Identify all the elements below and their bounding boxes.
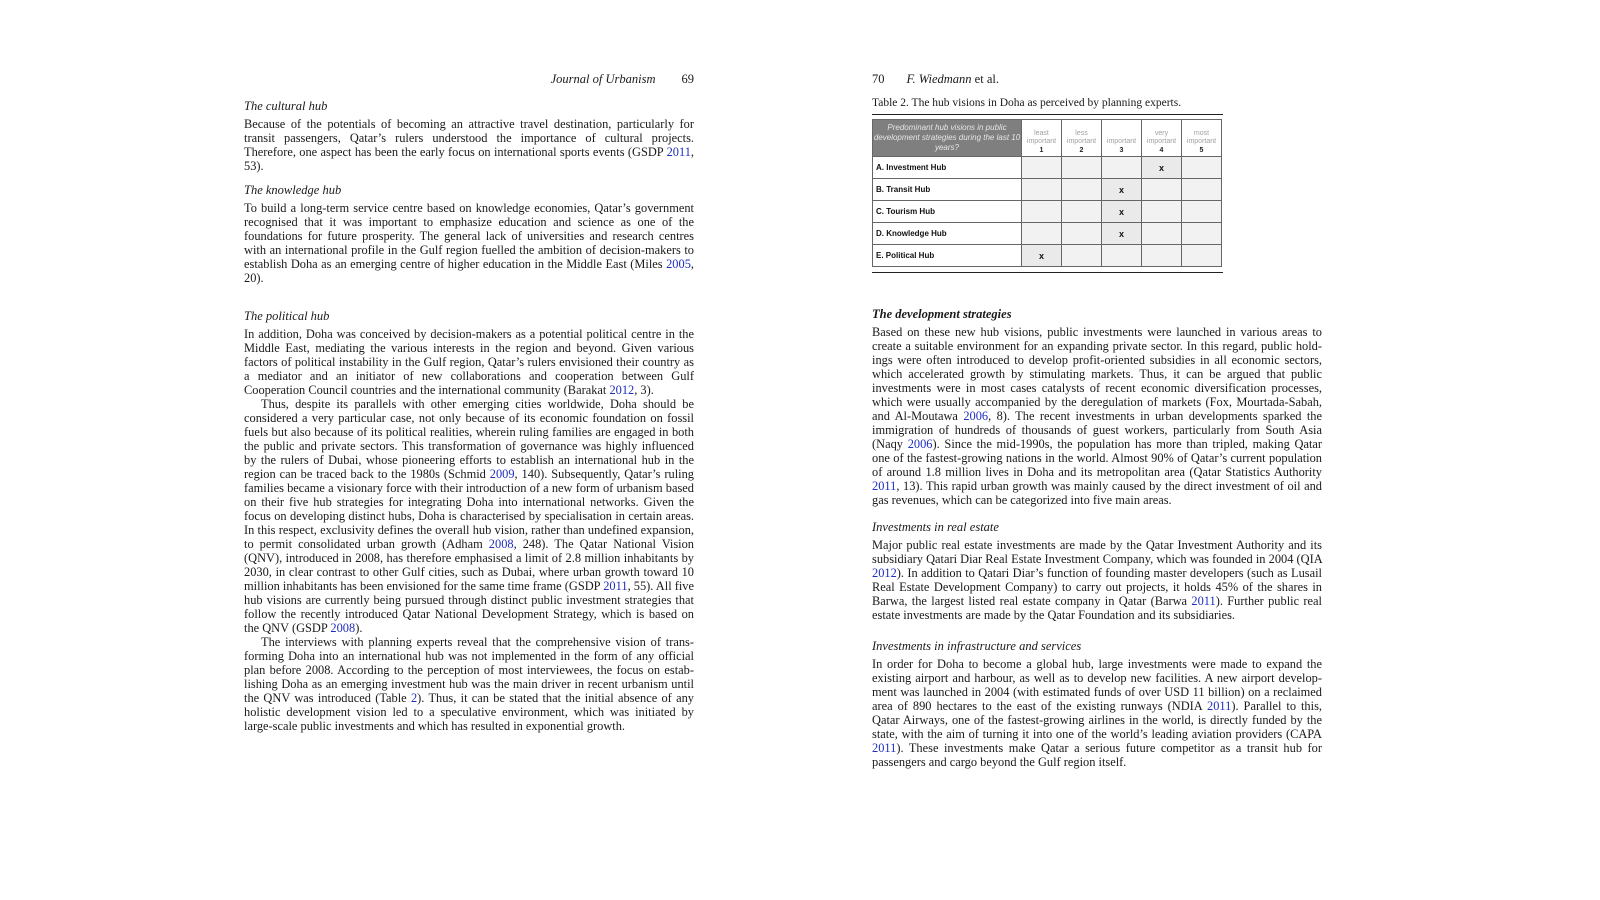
- table-cell: x: [1102, 179, 1142, 201]
- author-suffix: et al.: [971, 72, 999, 86]
- column-number: 5: [1199, 147, 1204, 154]
- citation-link[interactable]: 2008: [488, 537, 514, 551]
- table-cell: x: [1102, 201, 1142, 223]
- paragraph-text: , 20).: [244, 257, 694, 285]
- citation-link[interactable]: 2006: [963, 409, 989, 423]
- table-top-rule: [872, 114, 1223, 115]
- paragraph: [244, 635, 694, 733]
- citation-link[interactable]: 2: [410, 691, 418, 705]
- table-cell: [1142, 201, 1182, 223]
- table-cell: [1182, 223, 1222, 245]
- row-label: C. Tourism Hub: [873, 201, 1022, 223]
- row-label: A. Investment Hub: [873, 157, 1022, 179]
- column-label: less important: [1066, 130, 1097, 145]
- paragraph: [244, 117, 694, 173]
- table-row: [873, 157, 1222, 179]
- paragraph-text: Major public real estate investments are made by the Qatar Investment Authority and its subsidiary Qatari Diar Real Estate Investment Company, which was founded in 2004 (QIA: [872, 538, 1322, 566]
- table-cell: [1022, 223, 1062, 245]
- citation-link[interactable]: 2009: [489, 467, 515, 481]
- table-bottom-rule: [872, 272, 1223, 273]
- paragraph-text: , 3).: [634, 383, 654, 397]
- column-label: important: [1106, 138, 1137, 145]
- citation-link[interactable]: 2011: [666, 145, 691, 159]
- page-number: 70: [872, 72, 885, 86]
- citation-link[interactable]: 2011: [872, 741, 897, 755]
- paragraph-text: In order for Doha to become a global hub, large investments were made to expand the existing airport and harbour, as well as to develop new facilities. A new airport develop-ment was launched in 2004 (with estimated funds of over USD 11 billion) on a reclaimed area of 890 hectares to the east of the existing runways (NDIA: [872, 657, 1322, 713]
- column-header: [1102, 120, 1142, 157]
- table-cell: [1102, 245, 1142, 267]
- table-cell: [1062, 201, 1102, 223]
- running-header: [551, 72, 694, 87]
- column-number: 1: [1039, 147, 1044, 154]
- table-cell: [1182, 179, 1222, 201]
- column-label: very important: [1146, 130, 1177, 145]
- paragraph-text: In addition, Doha was conceived by decision-makers as a potential political centre in the Middle East, mediating the various interests in the region and beyond. Given various factors of political instability in the Gulf region, Qatar’s rulers envisioned their country as a mediator and an initiator of new collaborations and cooperation between Gulf Cooperation Council countries and the international community (Barakat: [244, 327, 694, 397]
- column-header: [1182, 120, 1222, 157]
- paragraph-text: Because of the potentials of becoming an attractive travel destination, particularly for transit passengers, Qatar’s rulers understood the importance of cultural projects. Therefore, one aspect has been the early focus on international sports events (GSDP: [244, 117, 694, 159]
- paragraph-text: , 140). Subsequently, Qatar’s ruling families became a visionary force with their introduction of a new form of urbanism based on their five hub strategies for integrating Doha into international networks. Given the focus on developing distinct hubs, Doha is characterised by specialisation in certain areas. In this respect, exclusivity defines the overall hub vision, rather than undefined expansion, to permit consolidated urban growth (Adham: [244, 467, 694, 551]
- paragraph-text: ). Since the mid-1990s, the population has more than tripled, making Qatar one of the fastest-growing nations in the world. Almost 90% of Qatar’s current population of around 1.8 million lives in Doha and its metropolitan area (Qatar Statistics Authority: [872, 437, 1323, 479]
- section-heading: Investments in infrastructure and services: [872, 639, 1082, 653]
- author-name: F. Wiedmann: [906, 72, 972, 86]
- right-page: [872, 0, 1322, 900]
- citation-link[interactable]: 2011: [872, 479, 897, 493]
- citation-link[interactable]: 2011: [1207, 699, 1232, 713]
- paragraph-text: ). These investments make Qatar a serious future competitor as a transit hub for passengers and cargo beyond the Gulf region itself.: [872, 741, 1322, 769]
- table-cell: [1182, 201, 1222, 223]
- table-caption: Table 2. The hub visions in Doha as perceived by planning experts.: [872, 97, 1182, 109]
- table-cell: [1022, 201, 1062, 223]
- table-row: [873, 179, 1222, 201]
- table-cell: [1182, 245, 1222, 267]
- author-line: [907, 72, 999, 86]
- citation-link[interactable]: 2006: [907, 437, 933, 451]
- hub-visions-table: [872, 119, 1222, 267]
- table-row: [873, 201, 1222, 223]
- paragraph: [872, 538, 1322, 622]
- paragraph-text: To build a long-term service centre based on knowledge economies, Qatar’s government recognised that it was important to emphasize education and science as one of the foundations for future prosperity. The general lack of universities and research centres with an international profile in the Gulf region fuelled the ambition of decision-makers to establish Doha as an emerging centre of higher education in the Middle East (Miles: [244, 201, 694, 271]
- table-cell: [1062, 245, 1102, 267]
- paragraph-text: ). In addition to Qatari Diar’s function of founding master developers (such as Lusail Real Estate Development Company) to carry out projects, it holds 45% of the shares in Barwa, the largest listed real estate company in Qatar (Barwa: [872, 566, 1322, 608]
- column-header: [1142, 120, 1182, 157]
- paragraph: [872, 325, 1322, 507]
- table-cell: x: [1022, 245, 1062, 267]
- citation-link[interactable]: 2012: [609, 383, 635, 397]
- table-cell: [1142, 245, 1182, 267]
- section-heading: Investments in real estate: [872, 520, 999, 534]
- paragraph-text: ).: [355, 621, 363, 635]
- table-corner-header: Predominant hub visions in public development strategies during the last 10 years?: [873, 120, 1022, 157]
- citation-link[interactable]: 2011: [1191, 594, 1216, 608]
- paragraph-text: , 53).: [244, 145, 694, 173]
- paragraph-text: , 55). All five hub visions are currently being pursued through distinct public investment strategies that follow the recently introduced Qatar National Development Strategy, which is based on the QNV (GSDP: [244, 579, 695, 635]
- column-header: [1062, 120, 1102, 157]
- table-cell: [1022, 179, 1062, 201]
- table-cell: [1142, 179, 1182, 201]
- table-cell: [1182, 157, 1222, 179]
- page-number: 69: [681, 72, 694, 86]
- column-header: [1022, 120, 1062, 157]
- paragraph-text: ). Parallel to this, Qatar Airways, one of the fastest-growing airlines in the world, is directly funded by the state, with the aim of turning it into one of the world’s leading aviation providers (CAPA: [872, 699, 1322, 741]
- paragraph: [872, 657, 1322, 769]
- paragraph-text: The interviews with planning experts reveal that the comprehensive vision of trans-forming Doha into an international hub was not implemented in the form of any official plan before 2008. According to the perception of most interviewees, the focus on estab-lishing Doha as an emerging investment hub was the main driver in recent urbanism until the QNV was introduced (Table: [244, 635, 694, 705]
- paragraph: [244, 327, 694, 397]
- table-row: [873, 245, 1222, 267]
- table-cell: [1102, 157, 1142, 179]
- citation-link[interactable]: 2011: [603, 579, 628, 593]
- table-cell: [1022, 157, 1062, 179]
- paragraph-text: , 8). The recent investments in urban developments sparked the immigration of hundreds of thousands of guest workers, particularly from South Asia (Naqy: [872, 409, 1322, 451]
- paragraph-text: Thus, despite its parallels with other emerging cities worldwide, Doha should be considered a very particular case, not only because of its economic foundation on fossil fuels but also because of its political realities, wherein ruling families are engaged in both the public and private sectors. This transformation of governance was highly influenced by the rulers of Dubai, whose pioneering efforts to establish an international hub in the region can be traced back to the 1980s (Schmid: [244, 397, 694, 481]
- section-heading: The political hub: [244, 309, 330, 323]
- row-label: E. Political Hub: [873, 245, 1022, 267]
- paragraph-text: ). Thus, it can be stated that the initial absence of any holistic development vision led to a speculative environment, which was initiated by large-scale public investments and which has resulted in exponential growth.: [244, 691, 694, 733]
- column-label: most important: [1186, 130, 1217, 145]
- column-number: 2: [1079, 147, 1084, 154]
- citation-link[interactable]: 2005: [666, 257, 691, 271]
- table-header-row: [873, 120, 1222, 157]
- citation-link[interactable]: 2008: [330, 621, 356, 635]
- table-cell: [1062, 157, 1102, 179]
- column-number: 3: [1119, 147, 1124, 154]
- paragraph-text: , 13). This rapid urban growth was mainly caused by the direct investment of oil and gas revenues, which can be categorized into five main areas.: [872, 479, 1322, 507]
- paragraph-text: Based on these new hub visions, public investments were launched in various areas to create a suitable environment for an expanding private sector. In this regard, public hold-ings were often introduced to develop profit-oriented subsidies in all economic sectors, which accelerated growth by stimulating markets. Thus, it can be argued that public investments were in most cases catalysts of recent economic diversification processes, which were usually accompanied by the deregulation of markets (Fox, Mourtada-Sabah, and Al-Moutawa: [872, 325, 1322, 423]
- citation-link[interactable]: 2012: [872, 566, 897, 580]
- column-number: 4: [1159, 147, 1164, 154]
- table-cell: x: [1142, 157, 1182, 179]
- row-label: D. Knowledge Hub: [873, 223, 1022, 245]
- running-header: [872, 72, 999, 87]
- paragraph: [244, 201, 694, 285]
- table-cell: x: [1102, 223, 1142, 245]
- paragraph: [244, 397, 694, 635]
- paragraph-text: , 248). The Qatar National Vision (QNV), introduced in 2008, has therefore emphasised a limit of 2.8 million inhabitants by 2030, in clear contrast to other Gulf cities, such as Dubai, where urban growth toward 10 million inhabitants has been envisioned for the same time frame (GSDP: [244, 537, 695, 593]
- table-cell: [1062, 223, 1102, 245]
- row-label: B. Transit Hub: [873, 179, 1022, 201]
- left-page: [244, 0, 694, 900]
- table-cell: [1062, 179, 1102, 201]
- section-heading: The knowledge hub: [244, 183, 342, 197]
- journal-title: Journal of Urbanism: [550, 72, 656, 86]
- table-row: [873, 223, 1222, 245]
- paragraph-text: ). Further public real estate investments are made by the Qatar Foundation and its subsidiaries.: [872, 594, 1322, 622]
- column-label: least important: [1026, 130, 1057, 145]
- section-heading: The development strategies: [872, 307, 1012, 321]
- section-heading: The cultural hub: [244, 99, 328, 113]
- table-cell: [1142, 223, 1182, 245]
